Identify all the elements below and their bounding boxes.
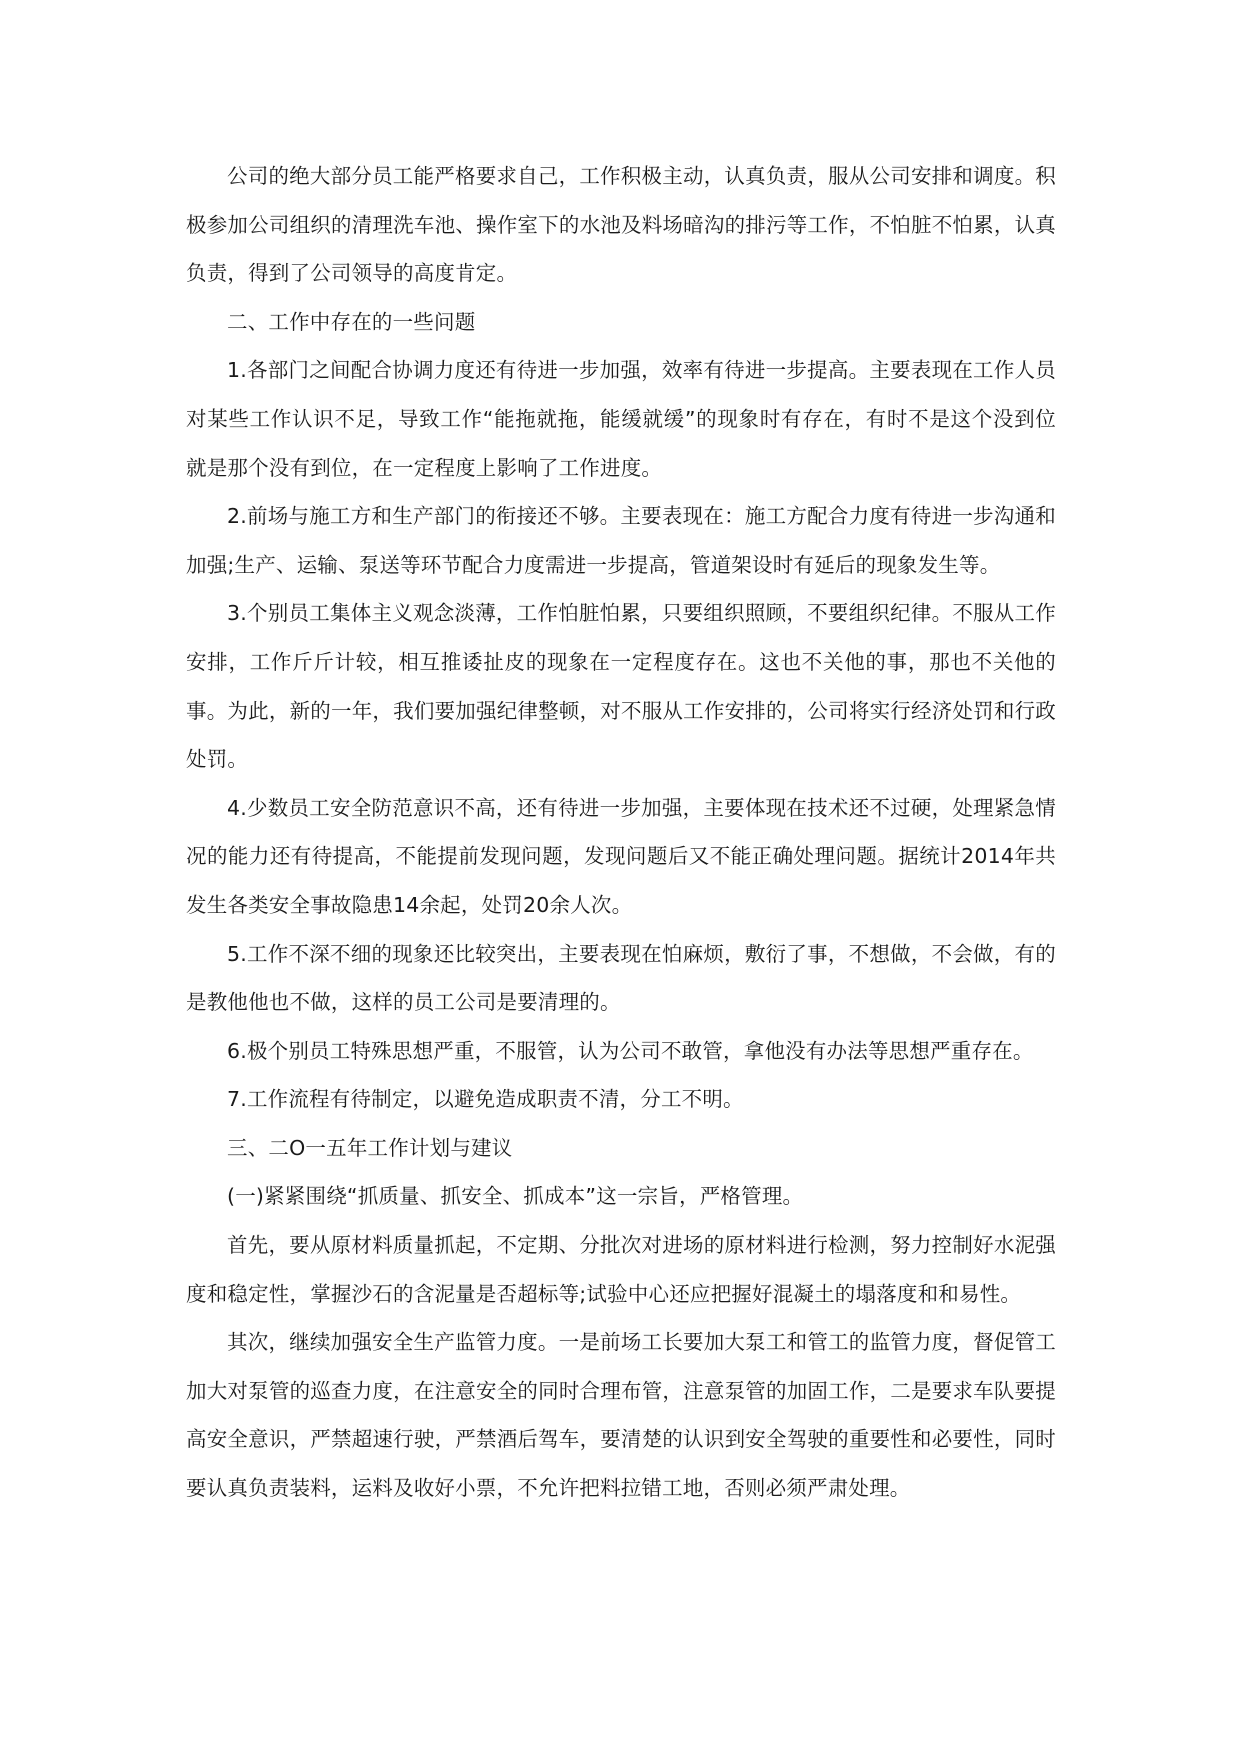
section-heading-plan: 三、二O一五年工作计划与建议 [227,1135,513,1160]
paragraph-intro: 公司的绝大部分员工能严格要求自己，工作积极主动，认真负责，服从公司安排和调度。积极参加公司组织的清理洗车池、操作室下的水池及料场暗沟的排污等工作，不怕脏不怕累，认真负责，得到了公司领导的高度肯定。 [186,164,1056,286]
paragraph-problem-7: 7.工作流程有待制定，以避免造成职责不清，分工不明。 [227,1087,744,1112]
paragraph-problem-4: 4.少数员工安全防范意识不高，还有待进一步加强，主要体现在技术还不过硬，处理紧急情况的能力还有待提高，不能提前发现问题，发现问题后又不能正确处理问题。据统计2014年共发生各类安全事故隐患14余起，处罚20余人次。 [186,795,1056,917]
document-body [186,152,1056,1513]
paragraph-problem-1: 1.各部门之间配合协调力度还有待进一步加强，效率有待进一步提高。主要表现在工作人员对某些工作认识不足，导致工作“能拖就拖，能缓就缓”的现象时有存在，有时不是这个没到位就是那个没有到位，在一定程度上影响了工作进度。 [186,358,1056,480]
subsection-heading-quality: (一)紧紧围绕“抓质量、抓安全、抓成本”这一宗旨，严格管理。 [227,1184,804,1209]
paragraph-plan-first: 首先，要从原材料质量抓起，不定期、分批次对进场的原材料进行检测，努力控制好水泥强度和稳定性，掌握沙石的含泥量是否超标等;试验中心还应把握好混凝土的塌落度和和易性。 [186,1233,1056,1306]
paragraph-plan-second: 其次，继续加强安全生产监管力度。一是前场工长要加大泵工和管工的监管力度，督促管工加大对泵管的巡查力度，在注意安全的同时合理布管，注意泵管的加固工作，二是要求车队要提高安全意识，严禁超速行驶，严禁酒后驾车，要清楚的认识到安全驾驶的重要性和必要性，同时要认真负责装料，运料及收好小票，不允许把料拉错工地，否则必须严肃处理。 [186,1330,1056,1501]
paragraph-problem-2: 2.前场与施工方和生产部门的衔接还不够。主要表现在：施工方配合力度有待进一步沟通和加强;生产、运输、泵送等环节配合力度需进一步提高，管道架设时有延后的现象发生等。 [186,504,1056,577]
paragraph-problem-5: 5.工作不深不细的现象还比较突出，主要表现在怕麻烦，敷衍了事，不想做，不会做，有的是教他他也不做，这样的员工公司是要清理的。 [186,941,1056,1015]
paragraph-problem-3: 3.个别员工集体主义观念淡薄，工作怕脏怕累，只要组织照顾，不要组织纪律。不服从工作安排，工作斤斤计较，相互推诿扯皮的现象在一定程度存在。这也不关他的事，那也不关他的事。为此，新的一年，我们要加强纪律整顿，对不服从工作安排的，公司将实行经济处罚和行政处罚。 [186,601,1056,772]
section-heading-problems: 二、工作中存在的一些问题 [227,309,476,334]
paragraph-problem-6: 6.极个别员工特殊思想严重，不服管，认为公司不敢管，拿他没有办法等思想严重存在。 [227,1038,1034,1063]
